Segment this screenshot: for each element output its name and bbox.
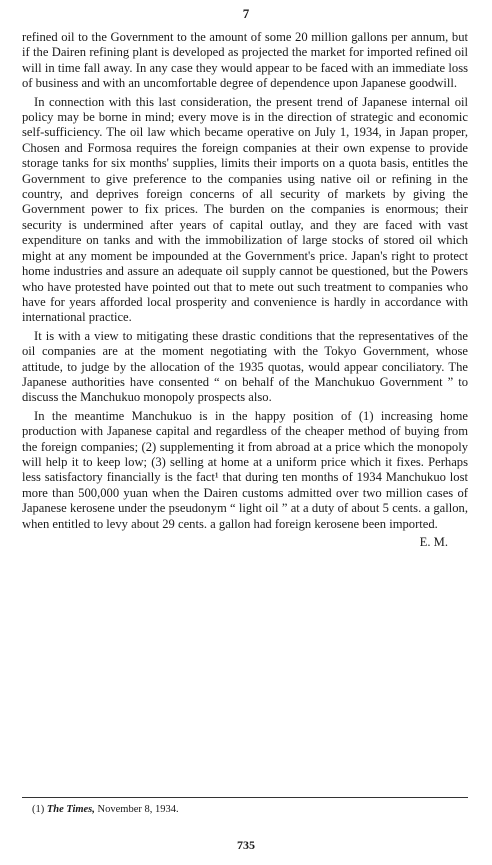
paragraph-1: refined oil to the Government to the amount of some 20 million gallons per annum, but if the Dairen refining plant is developed as projected the market for imported refined oil will in time fall away. In any case they would appear to be faced with an immediate loss of business and with an uncomfortable degree of dependence upon Japanese goodwill. (22, 30, 468, 91)
paragraph-4: In the meantime Manchukuo is in the happy position of (1) increasing home production with Japanese capital and regardless of the cheaper method of buying from the foreign companies; (2) supplementing it from abroad at a price which the monopoly will help it to keep low; (3) selling at home at a uniform price which it fixes. Perhaps less satisfactory financially is the fact¹ that during ten months of 1934 Manchukuo lost more than 500,000 yuan when the Dairen customs admitted over two million cases of Japanese kerosene under the pseudonym “ light oil ” at a duty of about 5 cents. a gallon, when entitled to levy about 29 cents. a gallon had foreign kerosene been imported. (22, 408, 468, 531)
footnote-publication: The Times, (46, 804, 95, 815)
author-signature: E. M. (419, 535, 448, 549)
paragraph-2: In connection with this last consideration, the present trend of Japanese internal oil policy may be borne in mind; every move is in the direction of strategic and economic self-sufficiency. The oil law which became operative on July 1, 1934, in Japan proper, Chosen and Formosa requires the foreign companies at their own expense to provide storage tanks for six months' supplies, limits their imports on a quota basis, entitles the Government to give preference to the companies using native oil or refining in the country, and deprives foreign concerns of all security of markets by giving the Government power to fix prices. The burden on the companies is enormous; their security is undermined after years of capital outlay, and they are faced with vast expenditure on tanks and with the immobilization of large stocks of stored oil which might at any moment be impounded at the Government's price. Japan's right to protect home industries and assure an adequate oil supply cannot be questioned, but the Powers who have protested have pointed out that to mete out such treatment to companies who have for years afforded local prosperity and convenience is hardly in accordance with international practice. (22, 94, 468, 325)
paragraph-3: It is with a view to mitigating these drastic conditions that the representatives of the oil companies are at the moment negotiating with the Tokyo Government, whose attitude, to judge by the allocation of the 1935 quotas, would appear conciliatory. The Japanese authorities have consented “ on behalf of the Manchukuo Government ” to discuss the Manchukuo monopoly prospects also. (22, 328, 468, 405)
footnote-marker: (1) (32, 804, 45, 815)
article-body (22, 30, 468, 550)
page-number-top: 7 (242, 6, 250, 21)
footnote-date: November 8, 1934. (97, 804, 179, 815)
page-number-bottom: 735 (237, 838, 255, 852)
footnote-divider (22, 797, 468, 798)
footnote (32, 804, 462, 815)
